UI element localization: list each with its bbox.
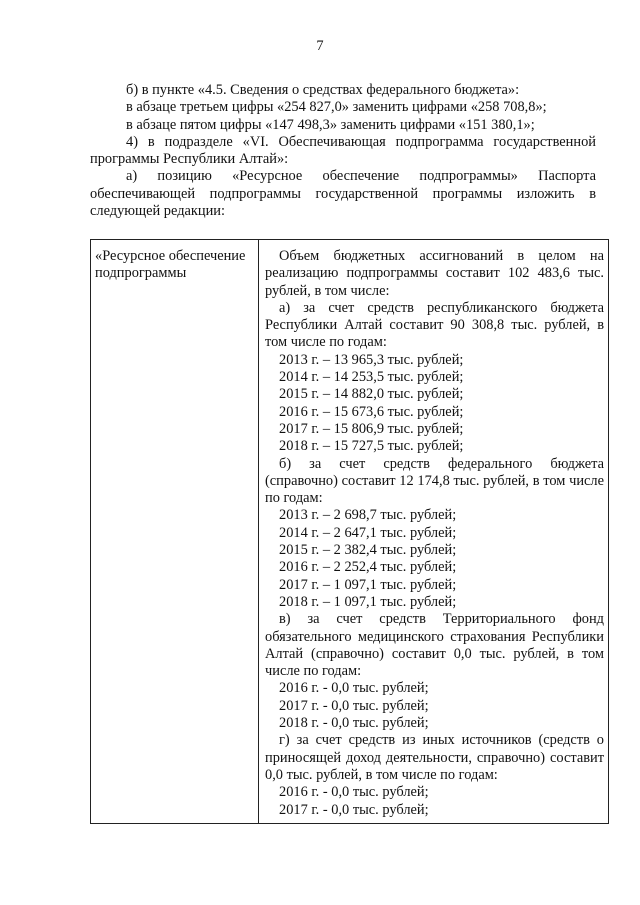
table-line: 2018 г. – 1 097,1 тыс. рублей; bbox=[279, 593, 457, 610]
table-line: 2016 г. - 0,0 тыс. рублей; bbox=[279, 784, 429, 801]
resource-table bbox=[90, 239, 609, 824]
table-right-cell bbox=[259, 240, 609, 824]
table-line: 2016 г. – 2 252,4 тыс. рублей; bbox=[279, 559, 457, 576]
intro-paragraph: а) позицию «Ресурсное обеспечение подпрограммы» Паспорта обеспечивающей подпрограммы государственной программы изложить в следующей редакции: bbox=[90, 168, 596, 220]
table-line: 2015 г. – 14 882,0 тыс. рублей; bbox=[279, 386, 464, 403]
intro-paragraph: в абзаце третьем цифры «254 827,0» заменить цифрами «258 708,8»; bbox=[126, 99, 547, 116]
intro-paragraph: б) в пункте «4.5. Сведения о средствах федерального бюджета»: bbox=[126, 82, 520, 98]
table-line: 2015 г. – 2 382,4 тыс. рублей; bbox=[279, 542, 457, 559]
table-line: г) за счет средств из иных источников (средств о приносящей доход деятельности, справочно) составит 0,0 тыс. рублей, в том числе по годам: bbox=[265, 732, 604, 783]
table-line: 2018 г. – 15 727,5 тыс. рублей; bbox=[279, 438, 464, 455]
page-number: 7 bbox=[316, 38, 324, 54]
table-row bbox=[91, 240, 609, 824]
table-line: 2013 г. – 2 698,7 тыс. рублей; bbox=[279, 507, 457, 524]
table-left-cell: «Ресурсное обеспечение подпрограммы bbox=[91, 240, 259, 824]
table-line: 2017 г. – 15 806,9 тыс. рублей; bbox=[279, 420, 464, 437]
table-line: 2016 г. - 0,0 тыс. рублей; bbox=[279, 680, 429, 697]
table-line: 2017 г. - 0,0 тыс. рублей; bbox=[279, 801, 429, 818]
table-line: 2018 г. - 0,0 тыс. рублей; bbox=[279, 715, 429, 732]
intro-paragraph: в абзаце пятом цифры «147 498,3» заменить цифрами «151 380,1»; bbox=[126, 116, 535, 133]
table-line: 2014 г. – 14 253,5 тыс. рублей; bbox=[279, 369, 464, 386]
table-line: 2014 г. – 2 647,1 тыс. рублей; bbox=[279, 524, 457, 541]
table-line: 2016 г. – 15 673,6 тыс. рублей; bbox=[279, 403, 464, 420]
table-line: а) за счет средств республиканского бюджета Республики Алтай составит 90 308,8 тыс. рублей, в том числе по годам: bbox=[265, 299, 604, 351]
table-line: 2013 г. – 13 965,3 тыс. рублей; bbox=[279, 351, 464, 368]
table-line: 2017 г. - 0,0 тыс. рублей; bbox=[279, 697, 429, 714]
table-line: в) за счет средств Территориального фонд обязательного медицинского страхования Республики Алтай (справочно) составит 0,0 тыс. рублей, в том числе по годам: bbox=[265, 611, 604, 680]
intro-text bbox=[90, 82, 596, 220]
intro-paragraph: 4) в подразделе «VI. Обеспечивающая подпрограмма государственной программы Республики Алтай»: bbox=[90, 133, 596, 168]
table-line: б) за счет средств федерального бюджета (справочно) составит 12 174,8 тыс. рублей, в том числе по годам: bbox=[265, 455, 604, 507]
table-line: 2017 г. – 1 097,1 тыс. рублей; bbox=[279, 576, 457, 593]
table-line: Объем бюджетных ассигнований в целом на реализацию подпрограммы составит 102 483,6 тыс. рублей, в том числе: bbox=[265, 248, 604, 299]
